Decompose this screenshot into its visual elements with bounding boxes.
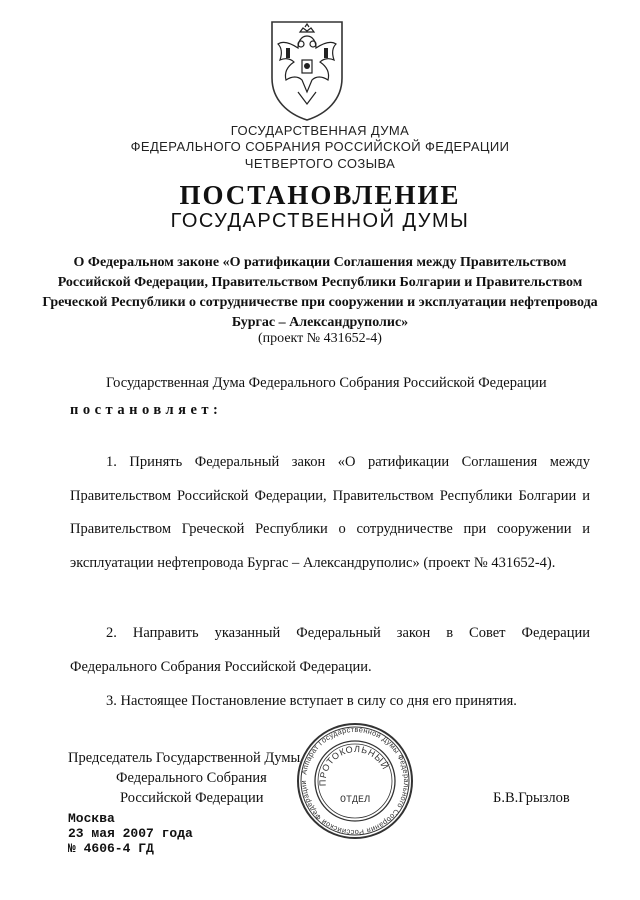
signatory-title-line-3: Российской Федерации (120, 790, 264, 806)
signatory-name: Б.В.Грызлов (493, 790, 570, 806)
header-line-3: ЧЕТВЕРТОГО СОЗЫВА (244, 156, 396, 171)
project-number: (проект № 431652-4) (258, 331, 382, 346)
meta-date: 23 мая 2007 года (68, 826, 193, 841)
header-line-1: ГОСУДАРСТВЕННАЯ ДУМА (230, 123, 410, 138)
stamp-inner-bottom: ОТДЕЛ (339, 795, 371, 806)
paragraph-1: 1. Принять Федеральный закон «О ратификации Соглашения между Правительством Российской Федерации, Правительством Республики Болгарии и Правительством Греческой Республики о сотрудничестве при сооружении и эксплуатации нефтепровода Бургас – Александруполис» (проект № 431652-4). (70, 454, 590, 571)
document-type: ПОСТАНОВЛЕНИЕ (179, 180, 461, 210)
signatory-title-line-1: Председатель Государственной Думы (68, 750, 301, 766)
signatory-title-line-2: Федерального Собрания (116, 770, 267, 786)
document-subject: О Федеральном законе «О ратификации Соглашения между Правительством Российской Федерации, Правительством Республики Болгарии и Правительством Греческой Республики о сотрудничестве при сооружении и эксплуатации нефтепровода Бургас – Александруполис» (42, 255, 598, 330)
stamp-outer-text: Аппарат Государственной Думы Федерального Собрания Российской Федерации (298, 724, 412, 838)
stamp-inner-top: ПРОТОКОЛЬНЫЙ (317, 743, 391, 787)
preamble: Государственная Дума Федерального Собрания Российской Федерации (106, 375, 547, 391)
round-seal-icon (296, 722, 414, 840)
meta-city: Москва (68, 811, 115, 826)
header-line-2: ФЕДЕРАЛЬНОГО СОБРАНИЯ РОССИЙСКОЙ ФЕДЕРАЦИИ (130, 139, 510, 154)
resolves-label: постановляет: (70, 402, 223, 418)
document-meta (68, 811, 193, 856)
coat-of-arms-icon (268, 18, 346, 122)
paragraph-3: 3. Настоящее Постановление вступает в силу со дня его принятия. (106, 693, 517, 709)
document-issuer: ГОСУДАРСТВЕННОЙ ДУМЫ (170, 210, 470, 232)
paragraph-2: 2. Направить указанный Федеральный закон в Совет Федерации Федерального Собрания Российской Федерации. (70, 625, 590, 675)
meta-number: № 4606-4 ГД (68, 841, 154, 856)
